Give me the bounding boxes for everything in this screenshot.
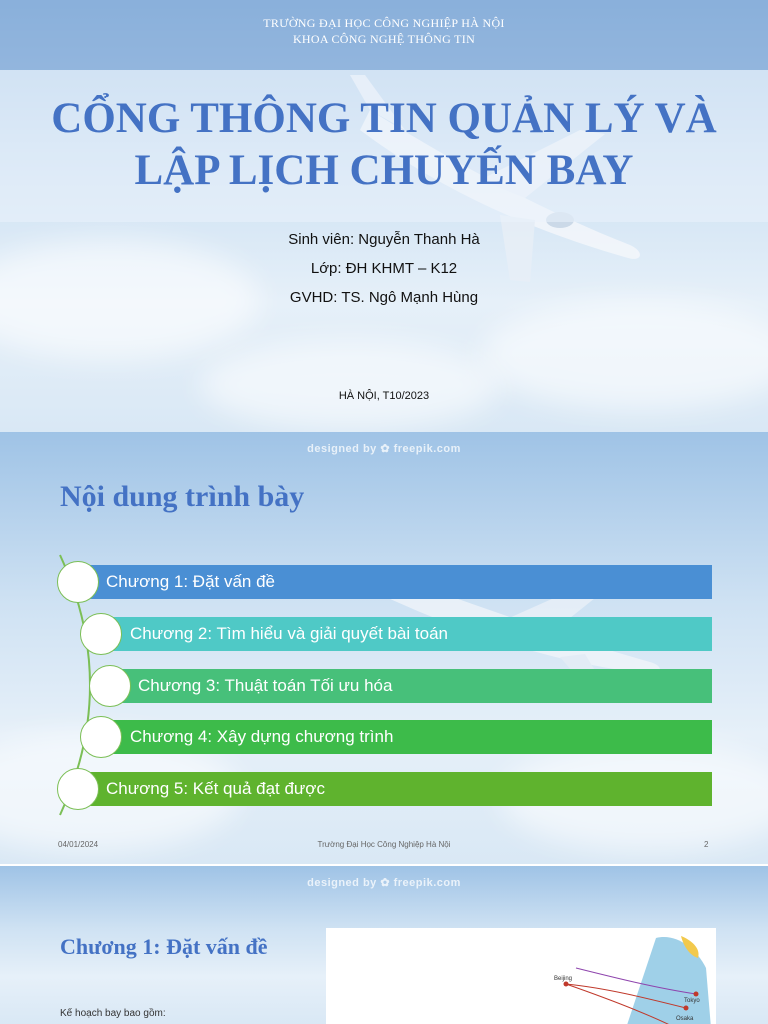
student-name: Sinh viên: Nguyễn Thanh Hà (288, 231, 480, 248)
map-label: Beijing (554, 976, 573, 982)
footer-center: Trường Đại Học Công Nghiệp Hà Nội (317, 840, 451, 849)
agenda-item-chapter-5 (80, 772, 712, 806)
slide-title: Chương 1: Đặt vấn đề (60, 934, 268, 959)
footer-date: 04/01/2024 (58, 840, 99, 849)
agenda-item-chapter-3 (112, 669, 712, 703)
map-graphic (326, 928, 716, 1024)
map-label: Tokyo (684, 998, 700, 1004)
place-date: HÀ NỘI, T10/2023 (338, 390, 430, 402)
agenda-slide (0, 432, 768, 864)
university-name: TRƯỜNG ĐẠI HỌC CÔNG NGHIỆP HÀ NỘI (263, 16, 505, 30)
map-label: Osaka (676, 1016, 694, 1022)
main-title-line-1: CỔNG THÔNG TIN QUẢN LÝ VÀ (51, 95, 717, 142)
bullet-circle (57, 768, 99, 810)
flight-route-map (326, 928, 716, 1024)
chapter-1-slide (0, 866, 768, 1024)
faculty-name: KHOA CÔNG NGHỆ THÔNG TIN (292, 32, 476, 46)
agenda-item-label: Chương 3: Thuật toán Tối ưu hóa (138, 676, 393, 695)
bullet-circle (89, 665, 131, 707)
bullet-circle (80, 613, 122, 655)
agenda-item-chapter-2 (104, 617, 712, 651)
bullet-circle (57, 561, 99, 603)
agenda-item-label: Chương 1: Đặt vấn đề (106, 572, 276, 591)
agenda-item-label: Chương 2: Tìm hiểu và giải quyết bài toán (130, 624, 449, 643)
agenda-item-chapter-4 (104, 720, 712, 754)
class-name: Lớp: ĐH KHMT – K12 (310, 260, 458, 277)
agenda-item-chapter-1 (80, 565, 712, 599)
main-title-line-2: LẬP LỊCH CHUYẾN BAY (134, 147, 634, 194)
supervisor-name: GVHD: TS. Ngô Mạnh Hùng (289, 289, 479, 306)
cloud-decoration (200, 340, 500, 430)
slide-title: Nội dung trình bày (60, 480, 305, 513)
watermark: designed by ✿ freepik.com (307, 443, 461, 455)
page-number: 2 (704, 840, 709, 849)
agenda-item-label: Chương 5: Kết quả đạt được (106, 779, 325, 798)
watermark: designed by ✿ freepik.com (307, 877, 461, 889)
bullet-circle (80, 716, 122, 758)
slide-text: Kế hoạch bay bao gồm: (60, 1008, 166, 1019)
agenda-item-label: Chương 4: Xây dựng chương trình (130, 727, 394, 746)
title-slide (0, 0, 768, 432)
